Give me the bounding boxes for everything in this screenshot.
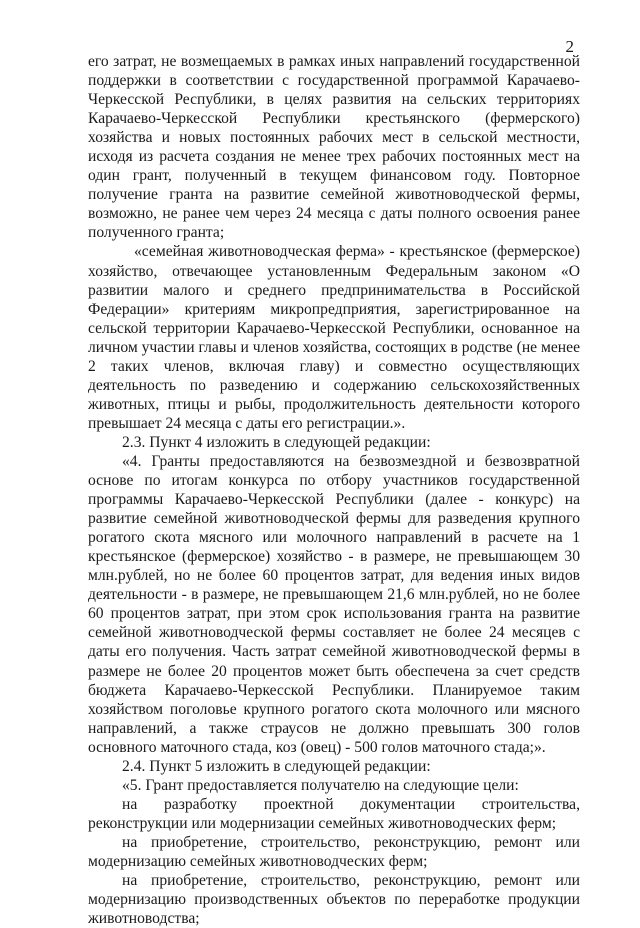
paragraph-purpose-farm-construction: на приобретение, строительство, реконструкцию, ремонт или модернизацию семейных животноводческих ферм; [88, 833, 580, 870]
paragraph-family-farm-definition: «семейная животноводческая ферма» - крестьянское (фермерское) хозяйство, отвечающее установленным Федеральным законом «О развитии малого и среднего предпринимательства в Российской Федерации» критериям микропредприятия, зарегистрированное на сельской территории Карачаево-Черкесской Республики, основанное на личном участии главы и членов хозяйства, состоящих в родстве (не менее 2 таких членов, включая главу) и совместно осуществляющих деятельность по разведению и содержанию сельскохозяйственных животных, птицы и рыбы, продолжительность деятельности которого превышает 24 месяца с даты его регистрации.». [88, 243, 580, 432]
paragraph-purpose-design-docs: на разработку проектной документации строительства, реконструкции или модернизации семейных животноводческих ферм; [88, 795, 580, 832]
paragraph-purpose-processing-facilities: на приобретение, строительство, реконструкцию, ремонт или модернизацию производственных объектов по переработке продукции животноводства; [88, 872, 580, 928]
paragraph-clause-2-3-heading: 2.3. Пункт 4 изложить в следующей редакции: [122, 433, 431, 451]
document-body [88, 52, 580, 928]
paragraph-clause-5-intro: «5. Грант предоставляется получателю на следующие цели: [122, 776, 519, 794]
page-number: 2 [565, 37, 574, 56]
paragraph-clause-2-4-heading: 2.4. Пункт 5 изложить в следующей редакции: [122, 757, 431, 775]
paragraph-clause-4-text: «4. Гранты предоставляются на безвозмездной и безвозвратной основе по итогам конкурса по отбору участников государственной программы Карачаево-Черкесской Республики (далее - конкурс) на развитие семейной животноводческой фермы для разведения крупного рогатого скота мясного или молочного направлений в расчете на 1 крестьянское (фермерское) хозяйство - в размере, не превышающем 30 млн.рублей, но не более 60 процентов затрат, для ведения иных видов деятельности - в размере, не превышающем 21,6 млн.рублей, но не более 60 процентов затрат, при этом срок использования гранта на развитие семейной животноводческой фермы составляет не более 24 месяцев с даты его получения. Часть затрат семейной животноводческой фермы в размере не более 20 процентов может быть обеспечена за счет средств бюджета Карачаево-Черкесской Республики. Планируемое таким хозяйством поголовье крупного рогатого скота молочного или мясного направлений, а также страусов не должно превышать 300 голов основного маточного стада, коз (овец) - 500 голов маточного стада;». [88, 452, 580, 756]
paragraph-grant-conditions: его затрат, не возмещаемых в рамках иных направлений государственной поддержки в соответствии с государственной программой Карачаево-Черкесской Республики, в целях развития на сельских территориях Карачаево-Черкесской Республики крестьянского (фермерского) хозяйства и новых постоянных рабочих мест в сельской местности, исходя из расчета создания не менее трех рабочих постоянных мест на один грант, полученный в текущем финансовом году. Повторное получение гранта на развитие семейной животноводческой фермы, возможно, не ранее чем через 24 месяца с даты полного освоения ранее полученного гранта; [88, 53, 580, 242]
